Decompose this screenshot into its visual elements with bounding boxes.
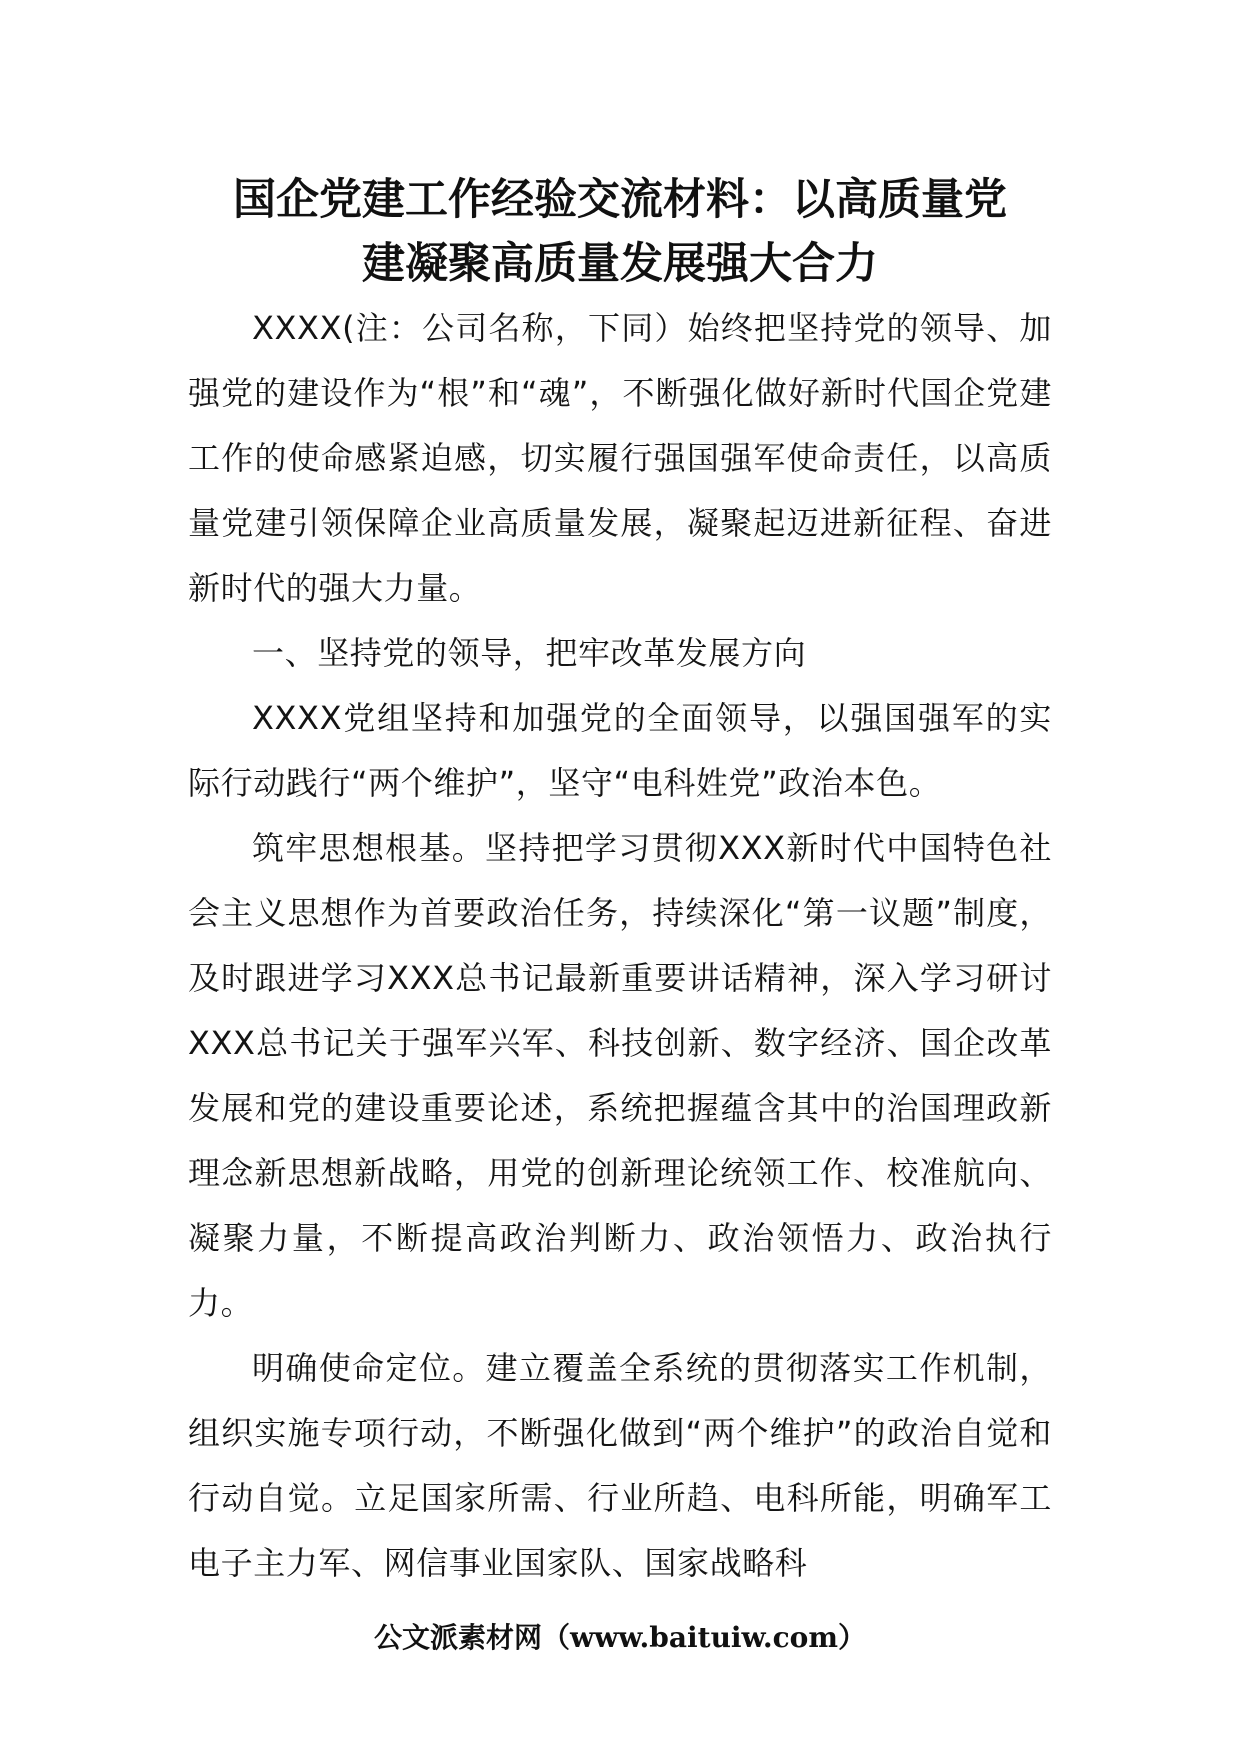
mission-positioning-paragraph: 明确使命定位。建立覆盖全系统的贯彻落实工作机制，组织实施专项行动，不断强化做到“两个维护”的政治自觉和行动自觉。立足国家所需、行业所趋、电科所能，明确军工电子主力军、网信事业国家队、国家战略科 (188, 1349, 1052, 1582)
section-heading-1: 一、坚持党的领导，把牢改革发展方向 (252, 634, 807, 672)
thought-foundation-paragraph: 筑牢思想根基。坚持把学习贯彻XXX新时代中国特色社会主义思想作为首要政治任务，持续深化“第一议题”制度，及时跟进学习XXX总书记最新重要讲话精神，深入学习研讨XXX总书记关于强军兴军、科技创新、数字经济、国企改革发展和党的建设重要论述，系统把握蕴含其中的治国理政新理念新思想新战略，用党的创新理论统领工作、校准航向、凝聚力量，不断提高政治判断力、政治领悟力、政治执行力。 (188, 829, 1052, 1322)
document-body (188, 296, 1052, 1596)
section-1-paragraph: XXXX党组坚持和加强党的全面领导，以强国强军的实际行动践行“两个维护”，坚守“电科姓党”政治本色。 (188, 699, 1052, 802)
intro-paragraph: XXXX(注：公司名称，下同）始终把坚持党的领导、加强党的建设作为“根”和“魂”，不断强化做好新时代国企党建工作的使命感紧迫感，切实履行强国强军使命责任，以高质量党建引领保障企业高质量发展，凝聚起迈进新征程、奋进新时代的强大力量。 (188, 309, 1052, 607)
footer-watermark: 公文派素材网（www.baituiw.com） (374, 1621, 866, 1654)
title-line-1: 国企党建工作经验交流材料：以高质量党 (233, 175, 1007, 225)
document-title (190, 168, 1050, 296)
title-line-2: 建凝聚高质量发展强大合力 (362, 239, 878, 289)
